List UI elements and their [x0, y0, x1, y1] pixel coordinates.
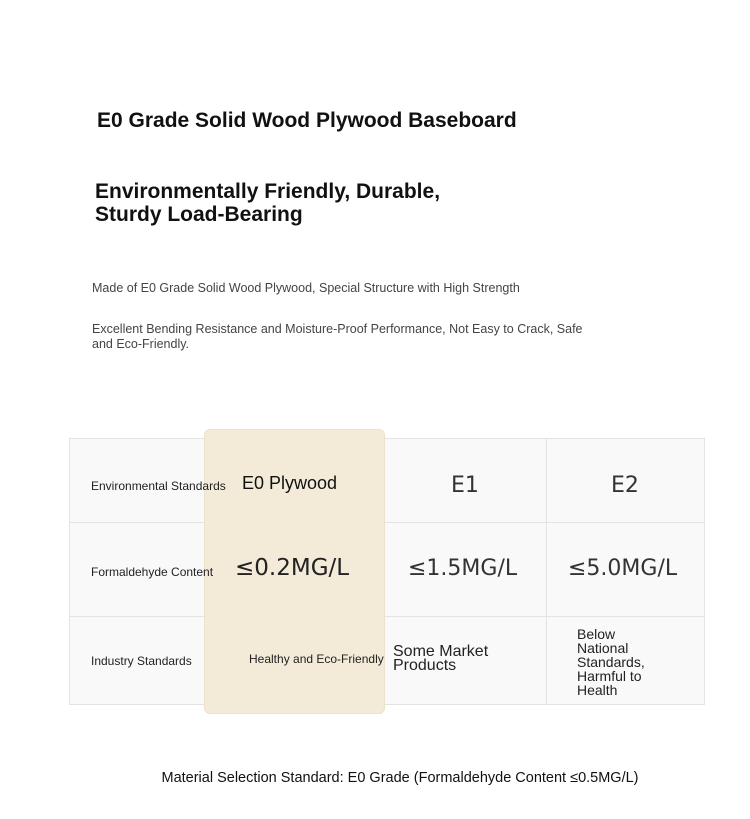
e0-formaldehyde-value: ≤0.2MG/L [235, 555, 350, 581]
row-divider [70, 616, 704, 617]
description-line-1: Made of E0 Grade Solid Wood Plywood, Special Structure with High Strength [92, 281, 520, 295]
e2-industry-standard: Below National Standards, Harmful to Health [577, 626, 645, 698]
row-label-industry-standards: Industry Standards [91, 654, 192, 668]
e2-formaldehyde-value: ≤5.0MG/L [568, 556, 678, 581]
row-label-environmental-standards: Environmental Standards [91, 479, 226, 493]
grade-e2-label: E2 [611, 473, 639, 498]
material-selection-standard: Material Selection Standard: E0 Grade (Formaldehyde Content ≤0.5MG/L) [161, 770, 639, 786]
e0-industry-standard: Healthy and Eco-Friendly [249, 652, 384, 666]
row-label-formaldehyde-content: Formaldehyde Content [91, 565, 214, 579]
description-line-2: Excellent Bending Resistance and Moisture-Proof Performance, Not Easy to Crack, Safe and Eco-Friendly. [92, 322, 583, 351]
e1-industry-standard: Some Market Products [393, 643, 489, 674]
page-title: E0 Grade Solid Wood Plywood Baseboard [97, 109, 517, 132]
column-divider [546, 439, 547, 704]
grade-e0-label: E0 Plywood [242, 473, 338, 493]
e1-formaldehyde-value: ≤1.5MG/L [408, 556, 518, 581]
row-divider [70, 522, 704, 523]
grade-e1-label: E1 [451, 473, 479, 498]
page-subtitle: Environmentally Friendly, Durable, Sturdy Load-Bearing [95, 180, 441, 226]
